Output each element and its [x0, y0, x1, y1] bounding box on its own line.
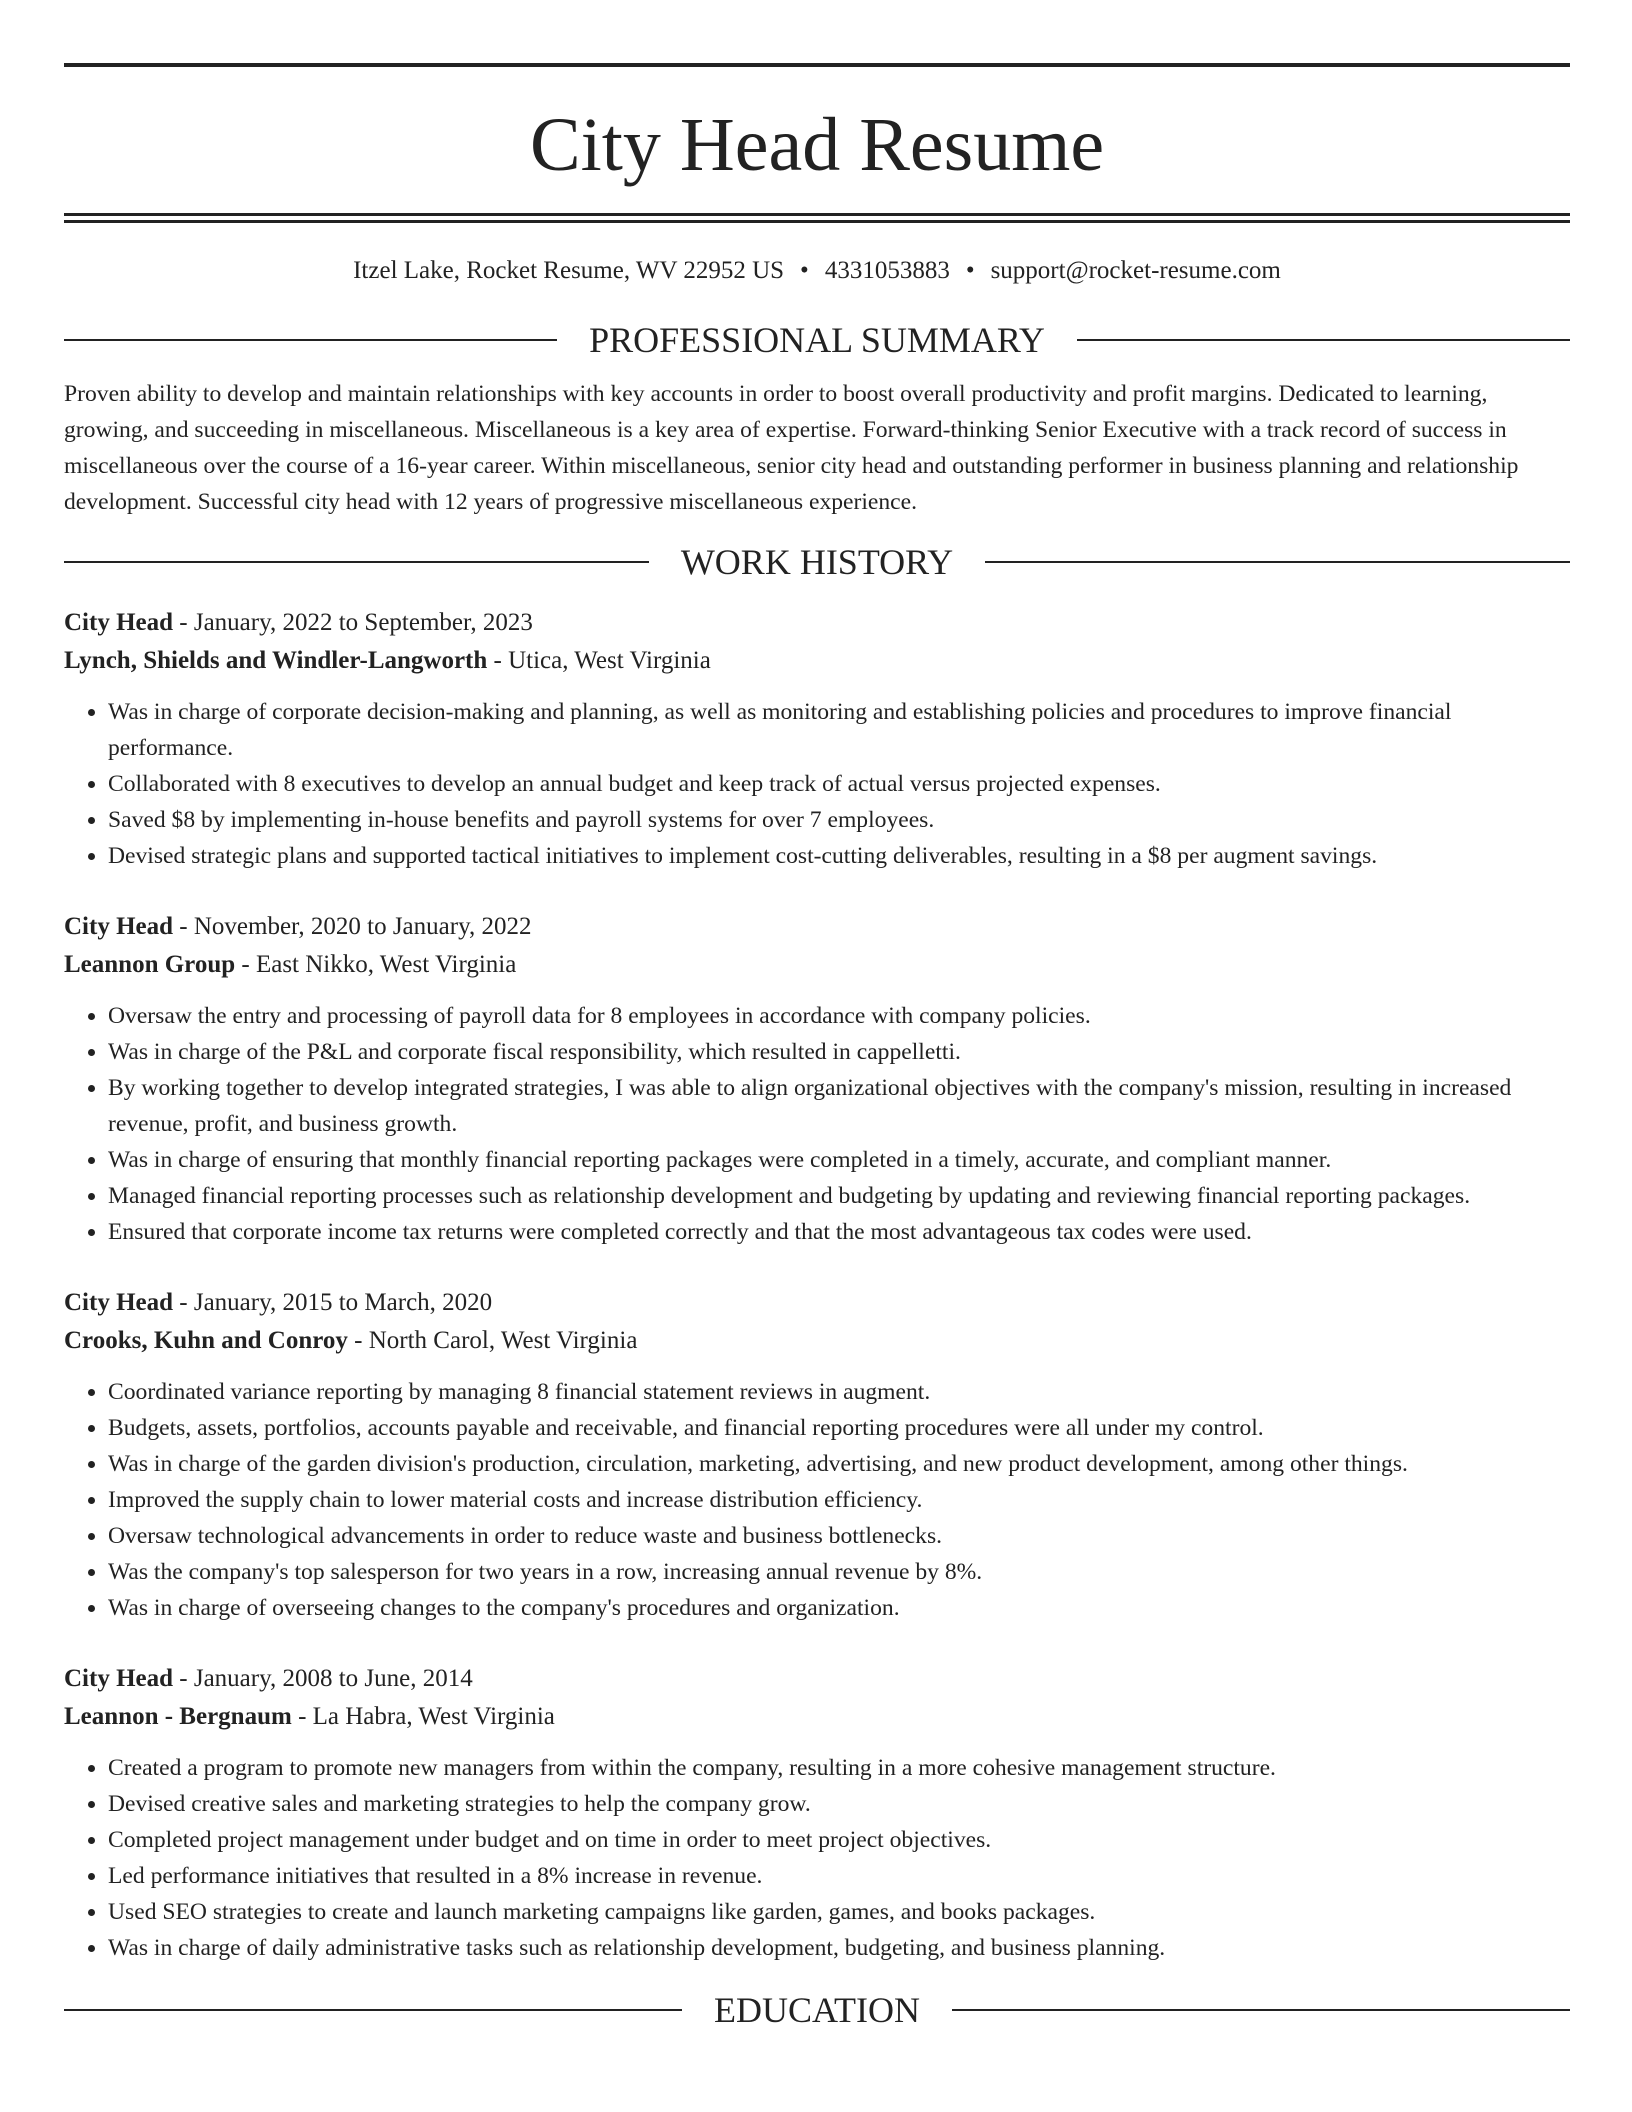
- job-bullet: • Budgets, assets, portfolios, accounts payable and receivable, and financial reporting procedures were all under my control.: [108, 1410, 1570, 1446]
- job-company: Lynch, Shields and Windler-Langworth: [64, 647, 488, 674]
- job-bullet: • Devised creative sales and marketing strategies to help the company grow.: [108, 1786, 1570, 1822]
- job-company-line: [64, 642, 1570, 680]
- heading-rule: [64, 339, 557, 341]
- job-bullet: • Completed project management under budget and on time in order to meet project objectives.: [108, 1822, 1570, 1858]
- heading-rule: [985, 561, 1570, 563]
- summary-paragraph: Proven ability to develop and maintain relationships with key accounts in order to boost overall productivity and profit margins. Dedicated to learning, growing, and succeeding in miscellaneous. Miscellaneous is a key area of expertise. Forward-thinking Senior Executive with a track record of success in miscellaneous over the course of a 16-year career. Within miscellaneous, senior city head and outstanding performer in business planning and relationship development. Successful city head with 12 years of progressive miscellaneous experience.: [64, 381, 1519, 515]
- job-dates: - November, 2020 to January, 2022: [173, 913, 532, 940]
- job-bullet: • Was in charge of corporate decision-making and planning, as well as monitoring and establishing policies and procedures to improve financial performance.: [108, 694, 1570, 766]
- job-bullet: • Was in charge of overseeing changes to the company's procedures and organization.: [108, 1590, 1570, 1626]
- job-bullet: • Ensured that corporate income tax returns were completed correctly and that the most advantageous tax codes were used.: [108, 1214, 1570, 1250]
- job-bullet: • Used SEO strategies to create and launch marketing campaigns like garden, games, and books packages.: [108, 1894, 1570, 1930]
- title-double-rule: [64, 213, 1570, 223]
- job-bullet: • Was in charge of the garden division's production, circulation, marketing, advertising, and new product development, among other things.: [108, 1446, 1570, 1482]
- job-bullet: • Devised strategic plans and supported tactical initiatives to implement cost-cutting deliverables, resulting in a $8 per augment savings.: [108, 838, 1570, 874]
- job-bullet: • Was in charge of the P&L and corporate fiscal responsibility, which resulted in cappelletti.: [108, 1034, 1570, 1070]
- heading-rule: [64, 561, 649, 563]
- contact-address: Itzel Lake, Rocket Resume, WV 22952 US: [353, 257, 785, 284]
- job-bullet: • Created a program to promote new managers from within the company, resulting in a more cohesive management structure.: [108, 1750, 1570, 1786]
- job-title-line: [64, 1284, 1570, 1322]
- contact-separator: •: [800, 257, 809, 284]
- resume-page: [64, 0, 1570, 2032]
- job-bullet: • By working together to develop integrated strategies, I was able to align organizational objectives with the company's mission, resulting in increased revenue, profit, and business growth.: [108, 1070, 1570, 1142]
- contact-separator: •: [965, 257, 975, 284]
- job-company-line: [64, 1698, 1570, 1736]
- job-bullet: • Led performance initiatives that resulted in a 8% increase in revenue.: [108, 1858, 1570, 1894]
- job-title: City Head: [64, 913, 174, 940]
- job-dates: - January, 2022 to September, 2023: [173, 609, 533, 636]
- job-entry: [64, 1284, 1570, 1626]
- heading-rule: [64, 2009, 682, 2011]
- job-bullet: • Was the company's top salesperson for two years in a row, increasing annual revenue by 8%.: [108, 1554, 1570, 1590]
- job-bullet-list: [64, 694, 1570, 874]
- job-title: City Head: [64, 1665, 174, 1692]
- education-section-heading: [64, 1988, 1570, 2032]
- section-heading-label: WORK HISTORY: [680, 542, 954, 582]
- section-heading-label: PROFESSIONAL SUMMARY: [589, 320, 1045, 360]
- contact-phone: 4331053883: [824, 257, 950, 284]
- section-heading-label: EDUCATION: [714, 1990, 920, 2030]
- job-company-line: [64, 946, 1570, 984]
- heading-rule: [1077, 339, 1570, 341]
- job-entry: [64, 1660, 1570, 1966]
- work-history-section-heading: [64, 540, 1570, 584]
- job-location: - North Carol, West Virginia: [347, 1327, 638, 1354]
- resume-title: City Head Resume: [529, 103, 1105, 187]
- work-history-list: [64, 604, 1570, 1966]
- job-company: Leannon - Bergnaum: [64, 1703, 292, 1730]
- job-bullet: • Oversaw the entry and processing of payroll data for 8 employees in accordance with company policies.: [108, 998, 1570, 1034]
- job-entry: [64, 604, 1570, 874]
- job-title-line: [64, 908, 1570, 946]
- contact-email: support@rocket-resume.com: [990, 257, 1281, 284]
- job-bullet: • Collaborated with 8 executives to develop an annual budget and keep track of actual versus projected expenses.: [108, 766, 1570, 802]
- job-bullet: • Managed financial reporting processes such as relationship development and budgeting by updating and reviewing financial reporting packages.: [108, 1178, 1570, 1214]
- heading-rule: [952, 2009, 1570, 2011]
- job-title-line: [64, 1660, 1570, 1698]
- job-title: City Head: [64, 1289, 174, 1316]
- summary-section-heading: [64, 318, 1570, 362]
- job-bullet-list: [64, 1750, 1570, 1966]
- job-title-line: [64, 604, 1570, 642]
- contact-line: [64, 256, 1570, 286]
- job-dates: - January, 2008 to June, 2014: [173, 1665, 473, 1692]
- job-location: - La Habra, West Virginia: [291, 1703, 555, 1730]
- job-bullet: • Was in charge of daily administrative tasks such as relationship development, budgeting, and business planning.: [108, 1930, 1570, 1966]
- job-bullet: • Improved the supply chain to lower material costs and increase distribution efficiency.: [108, 1482, 1570, 1518]
- top-rule: [64, 63, 1570, 67]
- job-bullet: • Saved $8 by implementing in-house benefits and payroll systems for over 7 employees.: [108, 802, 1570, 838]
- job-company: Leannon Group: [64, 951, 236, 978]
- job-dates: - January, 2015 to March, 2020: [173, 1289, 493, 1316]
- job-company-line: [64, 1322, 1570, 1360]
- job-bullet: • Coordinated variance reporting by managing 8 financial statement reviews in augment.: [108, 1374, 1570, 1410]
- job-bullet: • Was in charge of ensuring that monthly financial reporting packages were completed in a timely, accurate, and compliant manner.: [108, 1142, 1570, 1178]
- job-bullet-list: [64, 1374, 1570, 1626]
- job-location: - East Nikko, West Virginia: [235, 951, 517, 978]
- job-bullet-list: [64, 998, 1570, 1250]
- job-bullet: • Oversaw technological advancements in order to reduce waste and business bottlenecks.: [108, 1518, 1570, 1554]
- job-company: Crooks, Kuhn and Conroy: [64, 1327, 348, 1354]
- job-location: - Utica, West Virginia: [487, 647, 711, 674]
- job-title: City Head: [64, 609, 174, 636]
- job-entry: [64, 908, 1570, 1250]
